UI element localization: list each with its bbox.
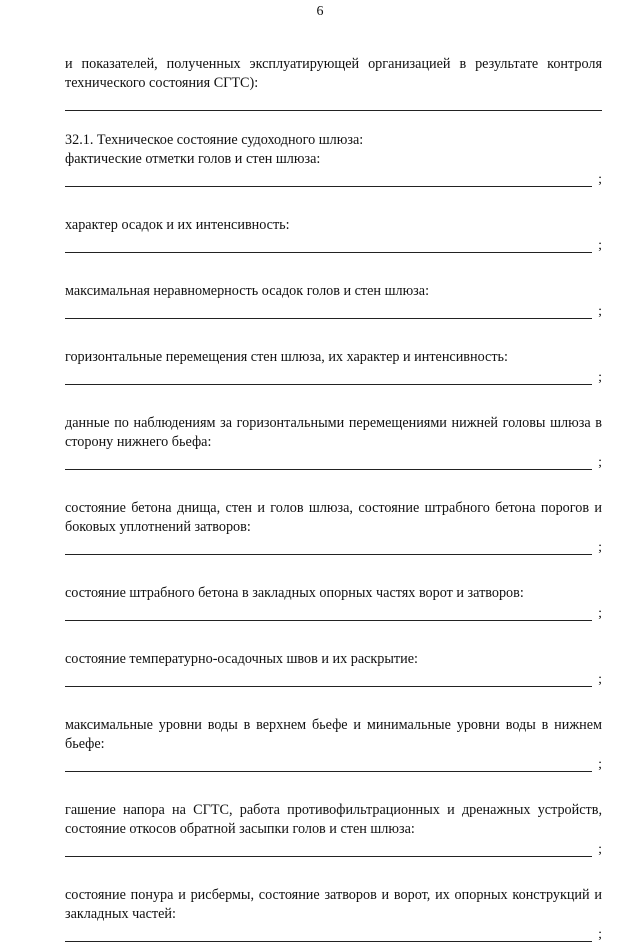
item-label: горизонтальные перемещения стен шлюза, их характер и интенсивность: <box>65 349 508 365</box>
terminator: ; <box>598 672 602 687</box>
answer-line <box>65 318 592 319</box>
answer-line <box>65 469 592 470</box>
answer-line <box>65 384 592 385</box>
terminator: ; <box>598 304 602 319</box>
terminator: ; <box>598 757 602 772</box>
item-label: гашение напора на СГТС, работа противофильтрационных и дренажных устройств, состояние откосов обратной засыпки голов и стен шлюза: <box>65 802 602 837</box>
answer-line <box>65 186 592 187</box>
document-body <box>65 55 602 944</box>
answer-field[interactable] <box>65 537 602 557</box>
terminator: ; <box>598 842 602 857</box>
answer-field[interactable] <box>65 669 602 689</box>
item-label: состояние штрабного бетона в закладных опорных частях ворот и затворов: <box>65 585 524 601</box>
answer-line <box>65 941 592 942</box>
item-label: максимальная неравномерность осадок голов и стен шлюза: <box>65 283 430 299</box>
terminator: ; <box>598 370 602 385</box>
item-label: состояние температурно-осадочных швов и их раскрытие: <box>65 651 418 667</box>
answer-field[interactable] <box>65 603 602 623</box>
item-label: состояние бетона днища, стен и голов шлюза, состояние штрабного бетона порогов и боковых уплотнений затворов: <box>65 500 602 535</box>
answer-field[interactable] <box>65 754 602 774</box>
answer-field[interactable] <box>65 367 602 387</box>
item-label: максимальные уровни воды в верхнем бьефе и минимальные уровни воды в нижнем бьефе: <box>65 717 602 752</box>
item-label: характер осадок и их интенсивность: <box>65 217 290 233</box>
item-label: данные по наблюдениям за горизонтальными перемещениями нижней головы шлюза в сторону нижнего бьефа: <box>65 415 602 450</box>
item-label: фактические отметки голов и стен шлюза: <box>65 151 321 167</box>
answer-line <box>65 554 592 555</box>
answer-field[interactable] <box>65 452 602 472</box>
answer-line <box>65 686 592 687</box>
answer-line <box>65 771 592 772</box>
intro-paragraph: и показателей, полученных эксплуатирующей организацией в результате контроля технического состояния СГТС): <box>65 56 602 91</box>
terminator: ; <box>598 540 602 555</box>
terminator: ; <box>598 606 602 621</box>
answer-field[interactable] <box>65 235 602 255</box>
terminator: ; <box>598 172 602 187</box>
answer-field[interactable] <box>65 301 602 321</box>
terminator: ; <box>598 238 602 253</box>
item-label: состояние понура и рисбермы, состояние затворов и ворот, их опорных конструкций и закладных частей: <box>65 887 602 922</box>
answer-line <box>65 856 592 857</box>
answer-field[interactable] <box>65 924 602 944</box>
answer-field[interactable] <box>65 169 602 189</box>
terminator: ; <box>598 927 602 942</box>
answer-line <box>65 252 592 253</box>
section-heading: 32.1. Техническое состояние судоходного шлюза: <box>65 132 364 148</box>
answer-field[interactable] <box>65 839 602 859</box>
terminator: ; <box>598 455 602 470</box>
page-number: 6 <box>316 4 324 19</box>
answer-line <box>65 620 592 621</box>
